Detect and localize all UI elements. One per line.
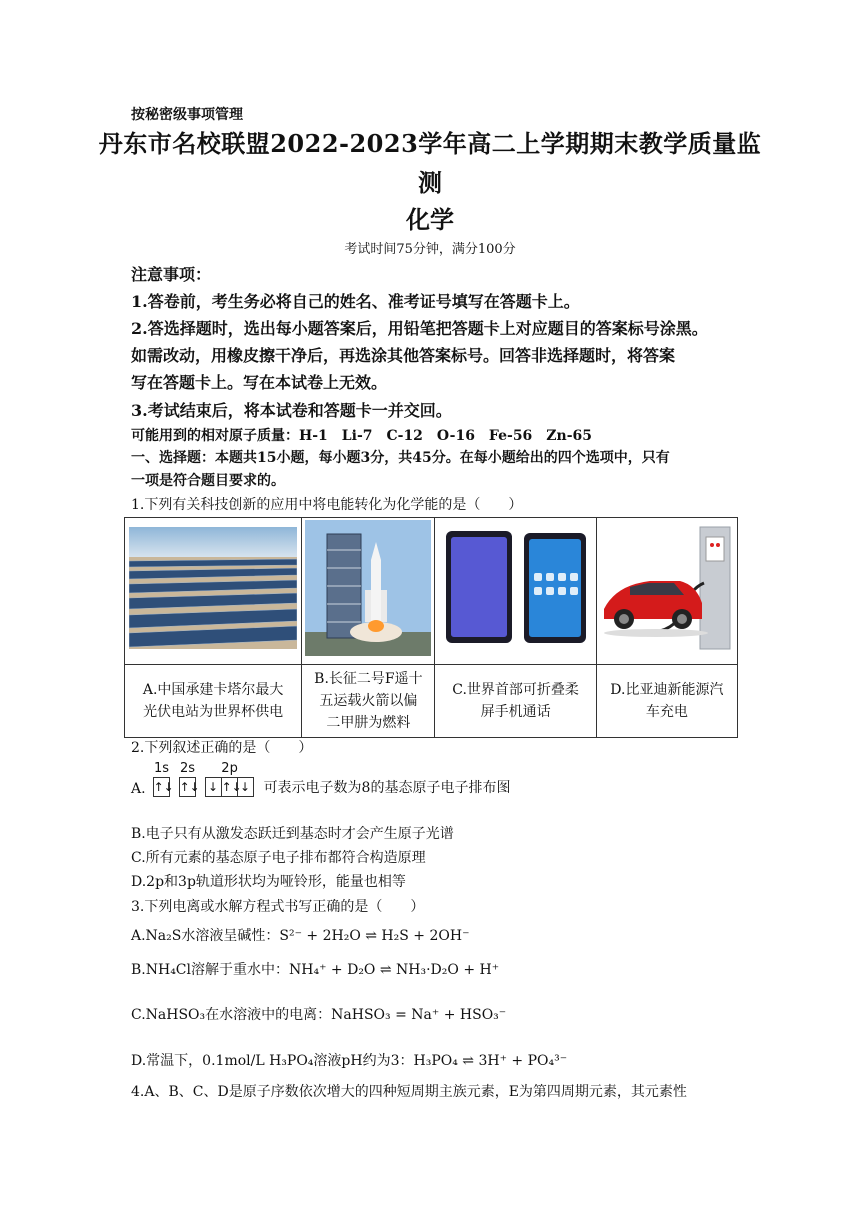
q2-option-d[interactable]: D.2p和3p轨道形状均为哑铃形，能量也相等 (131, 874, 406, 890)
q1-options-table (124, 517, 738, 738)
secrecy-label: 按秘密级事项管理 (131, 107, 243, 123)
exam-info: 考试时间75分钟，满分100分 (344, 242, 516, 257)
q1-option-a[interactable]: A.中国承建卡塔尔最大 光伏电站为世界杯供电 (125, 665, 302, 738)
q2-stem: 2.下列叙述正确的是（ ） (131, 740, 313, 756)
equation-a: S²⁻ + 2H₂O ⇌ H₂S + 2OH⁻ (279, 928, 470, 944)
q3-stem: 3.下列电离或水解方程式书写正确的是（ ） (131, 899, 425, 915)
orbital-1s: 1s ↑↓ (154, 761, 170, 797)
solar-farm-picture (129, 527, 297, 649)
note-item-1: 1.答卷前，考生务必将自己的姓名、准考证号填写在答题卡上。 (131, 292, 580, 311)
exam-title-cont: 测 (418, 168, 442, 197)
equation-d: H₃PO₄ ⇌ 3H⁺ + PO₄³⁻ (413, 1053, 568, 1069)
q1-image-d (596, 518, 737, 665)
note-item-2: 2.答选择题时，选出每小题答案后，用铅笔把答题卡上对应题目的答案标号涂黑。 (131, 319, 708, 338)
notes-heading: 注意事项： (131, 265, 212, 284)
atomic-masses: 可能用到的相对原子质量：H-1 Li-7 C-12 O-16 Fe-56 Zn-65 (131, 428, 592, 444)
q1-image-c (435, 518, 596, 665)
q1-stem: 1.下列有关科技创新的应用中将电能转化为化学能的是（ ） (131, 497, 523, 513)
q2-option-b[interactable]: B.电子只有从激发态跃迁到基态时才会产生原子光谱 (131, 826, 454, 842)
orbital-2p: 2p ↓ ↑↓ ↓ (206, 761, 254, 797)
q1-image-b (302, 518, 435, 665)
orbital-diagram (154, 761, 254, 797)
q2-option-a-text: 可表示电子数为8的基态原子电子排布图 (263, 780, 511, 796)
exam-title: 丹东市名校联盟2022-2023学年高二上学期期末教学质量监 (98, 129, 762, 158)
q2-option-a-prefix: A. (131, 781, 146, 797)
q1-image-a (125, 518, 302, 665)
q3-option-b[interactable]: B.NH₄Cl溶解于重水中：NH₄⁺ + D₂O ⇌ NH₃·D₂O + H⁺ (131, 962, 500, 978)
rocket-launch-picture (305, 520, 431, 656)
note-item-2-cont: 如需改动，用橡皮擦干净后，再选涂其他答案标号。回答非选择题时，将答案 (131, 346, 676, 365)
ev-charging-picture (600, 523, 734, 653)
q3-option-d[interactable]: D.常温下，0.1mol/L H₃PO₄溶液pH约为3：H₃PO₄ ⇌ 3H⁺ + PO₄³⁻ (131, 1053, 568, 1069)
section1-intro-cont: 一项是符合题目要求的。 (131, 473, 285, 489)
q1-option-c[interactable]: C.世界首部可折叠柔 屏手机通话 (435, 665, 596, 738)
note-item-2-cont2: 写在答题卡上。写在本试卷上无效。 (131, 373, 388, 392)
q3-option-c[interactable]: C.NaHSO₃在水溶液中的电离：NaHSO₃ = Na⁺ + HSO₃⁻ (131, 1007, 507, 1023)
q2-option-c[interactable]: C.所有元素的基态原子电子排布都符合构造原理 (131, 850, 426, 866)
subject-title: 化学 (406, 205, 454, 234)
foldable-phone-picture (440, 523, 592, 653)
note-item-3: 3.考试结束后，将本试卷和答题卡一并交回。 (131, 401, 452, 420)
q2-option-a[interactable] (131, 761, 510, 797)
section1-intro: 一、选择题：本题共15小题，每小题3分，共45分。在每小题给出的四个选项中，只有 (131, 450, 670, 466)
q1-option-d[interactable]: D.比亚迪新能源汽 车充电 (596, 665, 737, 738)
equation-c: NaHSO₃ = Na⁺ + HSO₃⁻ (331, 1007, 507, 1023)
orbital-2s: 2s ↑↓ (180, 761, 196, 797)
q1-option-b[interactable]: B.长征二号F遥十 五运载火箭以偏 二甲肼为燃料 (302, 665, 435, 738)
q4-stem: 4.A、B、C、D是原子序数依次增大的四种短周期主族元素，E为第四周期元素，其元素性 (131, 1084, 687, 1100)
equation-b: NH₄⁺ + D₂O ⇌ NH₃·D₂O + H⁺ (289, 962, 500, 978)
q3-option-a[interactable]: A.Na₂S水溶液呈碱性：S²⁻ + 2H₂O ⇌ H₂S + 2OH⁻ (131, 928, 470, 944)
